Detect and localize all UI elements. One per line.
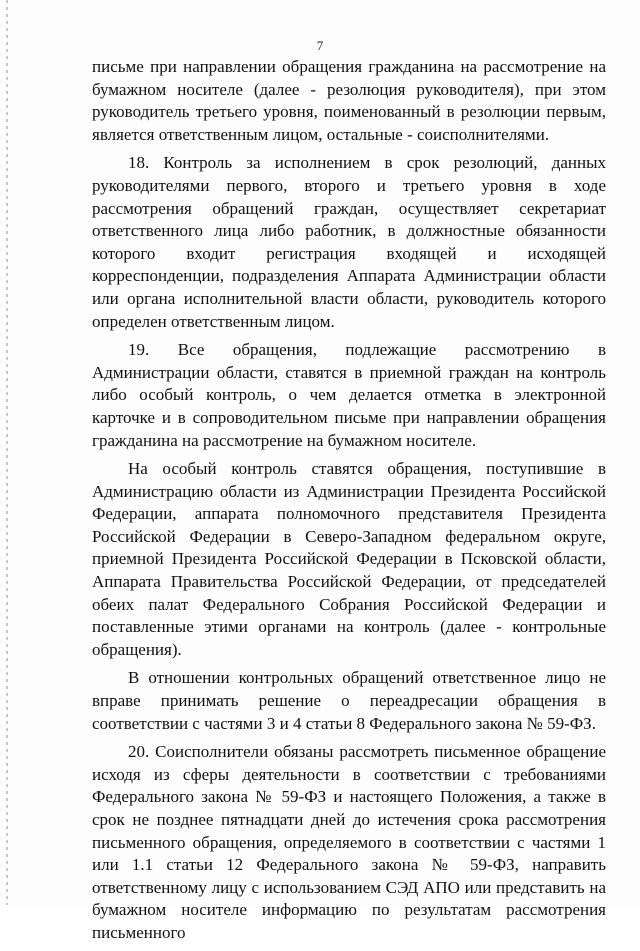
- page-number: 7: [316, 38, 324, 53]
- paragraph-special-control: На особый контроль ставятся обращения, поступившие в Администрацию области из Администрации Президента Российской Федерации, аппарата полномочного представителя Президента Российской Федерации в Северо-Западном федеральном округе, приемной Президента Российской Федерации в Псковской области, Аппарата Правительства Российской Федерации, от председателей обеих палат Федерального Собрания Российской Федерации и поставленные этими органами на контроль (далее - контрольные обращения).: [92, 459, 606, 659]
- paragraph-control-appeals: В отношении контрольных обращений ответственное лицо не вправе принимать решение о переадресации обращения в соответствии с частями 3 и 4 статьи 8 Федерального закона № 59-ФЗ.: [92, 668, 606, 733]
- paragraph-20: 20. Соисполнители обязаны рассмотреть письменное обращение исходя из сферы деятельности в соответствии с требованиями Федерального закона № 59-ФЗ и настоящего Положения, а также в срок не позднее пятнадцати дней до истечения срока рассмотрения письменного обращения, определяемого в соответствии с частями 1 или 1.1 статьи 12 Федерального закона № 59-ФЗ, направить ответственному лицу с использованием СЭД АПО или представить на бумажном носителе информацию по результатам рассмотрения письменного: [92, 742, 606, 942]
- paragraph-19: 19. Все обращения, подлежащие рассмотрению в Администрации области, ставятся в приемной граждан на контроль либо особый контроль, о чем делается отметка в электронной карточке и в сопроводительном письме при направлении обращения гражданина на рассмотрение на бумажном носителе.: [92, 340, 606, 450]
- document-body: [92, 56, 606, 951]
- paragraph-18: 18. Контроль за исполнением в срок резолюций, данных руководителями первого, второго и третьего уровня в ходе рассмотрения обращений граждан, осуществляет секретариат ответственного лица либо работник, в должностные обязанности которого входит регистрация входящей и исходящей корреспонденции, подразделения Аппарата Администрации области или органа исполнительной власти области, руководитель которого определен ответственным лицом.: [92, 153, 606, 331]
- paragraph-continuation: письме при направлении обращения гражданина на рассмотрение на бумажном носителе (далее - резолюция руководителя), при этом руководитель третьего уровня, поименованный в резолюции первым, является ответственным лицом, остальные - соисполнителями.: [92, 57, 606, 144]
- scan-edge-artifact: [6, 0, 8, 905]
